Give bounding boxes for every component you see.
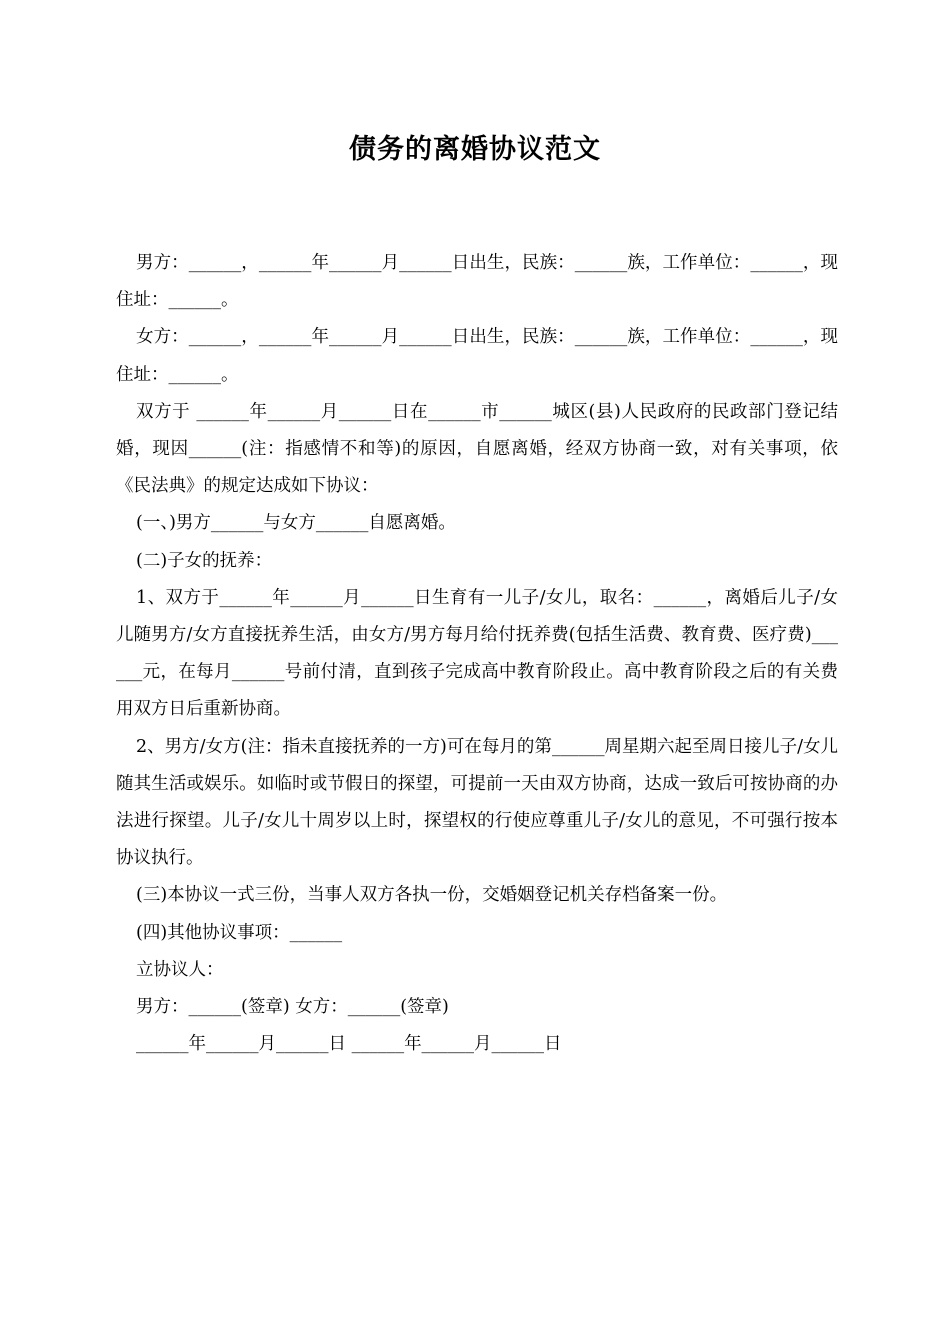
paragraph-marriage-registration: 双方于 ______年______月______日在______市______城区(县)人民政府的民政部门登记结婚，现因______(注：指感情不和等)的原因，自愿离婚，经双方协商一致，对有关事项，依《民法典》的规定达成如下协议：	[116, 401, 838, 497]
paragraph-date-line: ______年______月______日 ______年______月______日	[136, 1034, 562, 1055]
paragraph-signature-line: 男方：______(签章) 女方：______(签章)	[136, 997, 449, 1018]
paragraph-clause-2-heading: (二)子女的抚养：	[136, 550, 273, 571]
paragraph-clause-1-divorce: (一、)男方______与女方______自愿离婚。	[136, 513, 456, 534]
paragraph-signatories-label: 立协议人：	[136, 959, 224, 980]
document-title: 债务的离婚协议范文	[349, 134, 601, 165]
paragraph-male-party-info: 男方：______，______年______月______日出生，民族：______族，工作单位：______，现住址：______。	[116, 253, 838, 311]
paragraph-clause-3-copies: (三)本协议一式三份，当事人双方各执一份，交婚姻登记机关存档备案一份。	[136, 885, 728, 906]
document-body	[116, 245, 838, 1063]
paragraph-visitation-rights: 2、男方/女方(注：指未直接抚养的一方)可在每月的第______周星期六起至周日接儿子/女儿随其生活或娱乐。如临时或节假日的探望，可提前一天由双方协商，达成一致后可按协商的办法进行探望。儿子/女儿十周岁以上时，探望权的行使应尊重儿子/女儿的意见，不可强行按本协议执行。	[116, 736, 838, 869]
paragraph-female-party-info: 女方：______，______年______月______日出生，民族：______族，工作单位：______，现住址：______。	[116, 327, 838, 385]
paragraph-child-custody: 1、双方于______年______月______日生育有一儿子/女儿，取名：______，离婚后儿子/女儿随男方/女方直接抚养生活，由女方/男方每月给付抚养费(包括生活费、教育费、医疗费)______元，在每月______号前付清，直到孩子完成高中教育阶段止。高中教育阶段之后的有关费用双方日后重新协商。	[116, 587, 838, 720]
paragraph-clause-4-other: (四)其他协议事项：______	[136, 922, 343, 943]
